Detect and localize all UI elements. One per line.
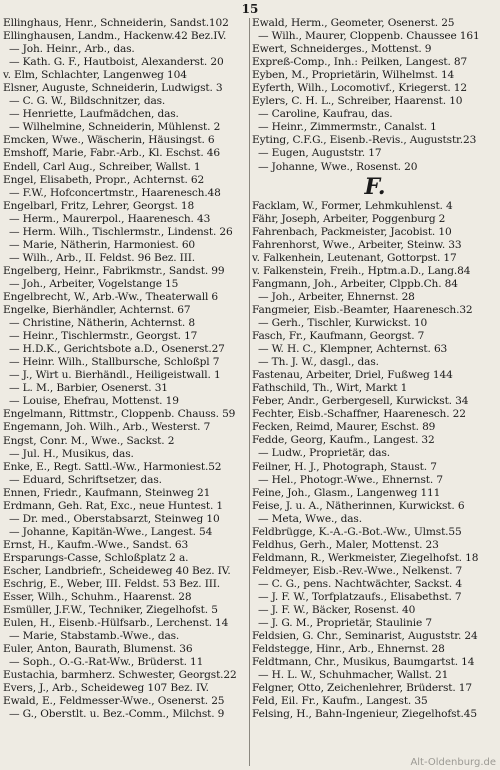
directory-entry: Eustachia, barmherz. Schwester, Georgst.22 (3, 669, 237, 682)
directory-entry: — Johanne, Wwe., Rosenst. 20 (258, 160, 418, 173)
directory-entry: Ernst, H., Kaufm.-Wwe., Sandst. 63 (3, 538, 189, 551)
directory-entry: — G., Oberstlt. u. Bez.-Comm., Milchst. 9 (9, 708, 225, 721)
directory-entry: Facklam, W., Former, Lehmkuhlenst. 4 (252, 199, 453, 212)
right-column-bottom (252, 200, 498, 722)
directory-entry: Ewald, E., Feldmesser-Wwe., Osenerst. 25 (3, 695, 225, 708)
directory-entry: v. Falkenstein, Freih., Hptm.a.D., Lang.84 (252, 264, 471, 277)
directory-entry: Engel, Elisabeth, Propr., Achternst. 62 (3, 173, 205, 186)
directory-entry: — Kath. G. F., Hautboist, Alexanderst. 20 (9, 56, 224, 69)
directory-entry: Endell, Carl Aug., Schreiber, Wallst. 1 (3, 160, 201, 173)
directory-entry: Esmüller, J.F.W., Techniker, Ziegelhofst. 5 (3, 604, 218, 617)
directory-entry: — H.D.K., Gerichtsbote a.D., Osenerst.27 (9, 343, 225, 356)
directory-entry: Esser, Wilh., Schuhm., Haarenst. 28 (3, 591, 192, 604)
directory-entry: — W. H. C., Klempner, Achternst. 63 (258, 343, 448, 356)
directory-entry: Fastenau, Arbeiter, Driel, Fußweg 144 (252, 369, 453, 382)
directory-entry: Elsner, Auguste, Schneiderin, Ludwigst. 3 (3, 82, 223, 95)
directory-entry: Fahrenbach, Packmeister, Jacobist. 10 (252, 225, 452, 238)
section-letter-f: F. (364, 173, 386, 200)
directory-entry: Ewert, Schneiderges., Mottenst. 9 (252, 43, 432, 56)
directory-entry: — Eugen, Auguststr. 17 (258, 147, 382, 160)
directory-entry: Engst, Conr. M., Wwe., Sackst. 2 (3, 434, 175, 447)
directory-entry: — J. F. W., Torfplatzaufs., Elisabethst. 7 (258, 590, 462, 603)
directory-entry: — Dr. med., Oberstabsarzt, Steinweg 10 (9, 512, 220, 525)
directory-entry: v. Elm, Schlachter, Langenweg 104 (3, 69, 187, 82)
page-number: 15 (241, 2, 259, 16)
directory-entry: Eylers, C. H. L., Schreiber, Haarenst. 10 (252, 95, 463, 108)
directory-entry: Feldsien, G. Chr., Seminarist, Auguststr. 24 (252, 630, 478, 643)
directory-entry: — H. L. W., Schuhmacher, Wallst. 21 (258, 669, 449, 682)
directory-entry: Feise, J. u. A., Nätherinnen, Kurwickst. 6 (252, 499, 465, 512)
directory-entry: Feldmeyer, Eisb.-Rev.-Wwe., Nelkenst. 7 (252, 564, 463, 577)
directory-entry: — Wilhelmine, Schneiderin, Mühlenst. 2 (9, 121, 221, 134)
directory-entry: Feilner, H. J., Photograph, Staust. 7 (252, 460, 437, 473)
directory-entry: Feldtmann, Chr., Musikus, Baumgartst. 14 (252, 656, 475, 669)
directory-entry: Euler, Anton, Baurath, Blumenst. 36 (3, 643, 193, 656)
directory-entry: Fahrenhorst, Wwe., Arbeiter, Steinw. 33 (252, 238, 462, 251)
directory-entry: Feldstegge, Hinr., Arb., Ehnernst. 28 (252, 643, 445, 656)
directory-entry: Eyben, M., Proprietärin, Wilhelmst. 14 (252, 69, 455, 82)
directory-entry: Engemann, Joh. Wilh., Arb., Westerst. 7 (3, 421, 211, 434)
directory-entry: Ewald, Herm., Geometer, Osenerst. 25 (252, 17, 455, 29)
directory-entry: — Louise, Ehefrau, Mottenst. 19 (9, 395, 179, 408)
directory-entry: Fangmeier, Eisb.-Beamter, Haarenesch.32 (252, 303, 473, 316)
directory-entry: — Herm., Maurerpol., Haarenesch. 43 (9, 212, 211, 225)
directory-entry: — Meta, Wwe., das. (258, 512, 362, 525)
directory-entry: — Henriette, Laufmädchen, das. (9, 108, 179, 121)
directory-entry: Engelke, Bierhändler, Achternst. 67 (3, 304, 191, 317)
directory-entry: — F.W., Hofconcertmstr., Haarenesch.48 (9, 186, 221, 199)
directory-entry: Felgner, Otto, Zeichenlehrer, Brüderst. 17 (252, 682, 472, 695)
directory-entry: Feldhus, Gerh., Maler, Mottenst. 23 (252, 538, 439, 551)
directory-entry: — Joh., Arbeiter, Ehnernst. 28 (258, 290, 415, 303)
directory-entry: Erdmann, Geh. Rat, Exc., neue Huntest. 1 (3, 499, 224, 512)
directory-entry: Fähr, Joseph, Arbeiter, Poggenburg 2 (252, 212, 446, 225)
directory-entry: Feine, Joh., Glasm., Langenweg 111 (252, 486, 441, 499)
directory-entry: Ellinghaus, Henr., Schneiderin, Sandst.102 (3, 17, 229, 29)
directory-entry: — Marie, Stabstamb.-Wwe., das. (9, 630, 180, 643)
directory-entry: Ersparungs-Casse, Schloßplatz 2 a. (3, 551, 189, 564)
directory-entry: — Johanne, Kapitän-Wwe., Langest. 54 (9, 525, 213, 538)
directory-entry: Engelbarl, Fritz, Lehrer, Georgst. 18 (3, 199, 195, 212)
directory-entry: Feldmann, R., Werkmeister, Ziegelhofst. 18 (252, 551, 479, 564)
directory-entry: — Jul. H., Musikus, das. (9, 447, 134, 460)
directory-entry: Fangmann, Joh., Arbeiter, Clppb.Ch. 84 (252, 277, 458, 290)
directory-entry: Fathschild, Th., Wirt, Markt 1 (252, 382, 408, 395)
directory-entry: — Wilh., Maurer, Cloppenb. Chaussee 161 (258, 30, 480, 43)
directory-entry: — Ludw., Proprietär, das. (258, 447, 390, 460)
directory-entry: — Eduard, Schriftsetzer, das. (9, 473, 162, 486)
directory-entry: Felsing, H., Bahn-Ingenieur, Ziegelhofst.45 (252, 708, 477, 721)
directory-entry: Ellinghausen, Landm., Hackenw.42 Bez.IV. (3, 30, 227, 43)
directory-entry: — Herm. Wilh., Tischlermstr., Lindenst. 26 (9, 225, 233, 238)
directory-entry: Eyting, C.F.G., Eisenb.-Revis., Auguststr.23 (252, 134, 477, 147)
directory-entry: — Marie, Nätherin, Harmoniest. 60 (9, 238, 196, 251)
right-column-top (252, 17, 498, 174)
directory-entry: — Hel., Photogr.-Wwe., Ehnernst. 7 (258, 473, 443, 486)
directory-entry: Engelmann, Rittmstr., Cloppenb. Chauss. 59 (3, 408, 236, 421)
directory-entry: Engelbrecht, W., Arb.-Ww., Theaterwall 6 (3, 290, 218, 303)
directory-entry: — C. G., pens. Nachtwächter, Sackst. 4 (258, 577, 462, 590)
directory-entry: — Wilh., Arb., II. Feldst. 96 Bez. III. (9, 251, 195, 264)
directory-entry: — Christine, Nätherin, Achternst. 8 (9, 317, 195, 330)
directory-entry: Feber, Andr., Gerbergesell, Kurwickst. 34 (252, 395, 469, 408)
directory-entry: Escher, Landbriefr., Scheideweg 40 Bez. IV. (3, 564, 231, 577)
watermark: Alt-Oldenburg.de (410, 757, 496, 768)
directory-entry: — Heinr., Tischlermstr., Georgst. 17 (9, 330, 198, 343)
directory-entry: — Caroline, Kaufrau, das. (258, 108, 393, 121)
directory-entry: — Th. J. W., dasgl., das. (258, 356, 379, 369)
directory-entry: Engelberg, Heinr., Fabrikmstr., Sandst. 99 (3, 264, 225, 277)
directory-entry: Fasch, Fr., Kaufmann, Georgst. 7 (252, 330, 425, 343)
left-column (3, 17, 249, 722)
directory-entry: Ennen, Friedr., Kaufmann, Steinweg 21 (3, 486, 211, 499)
right-column (252, 17, 498, 721)
directory-entry: Evers, J., Arb., Scheideweg 107 Bez. IV. (3, 682, 209, 695)
directory-entry: Eulen, H., Eisenb.-Hülfsarb., Lerchenst. 14 (3, 617, 229, 630)
directory-entry: Emcken, Wwe., Wäscherin, Häusingst. 6 (3, 134, 215, 147)
directory-entry: Fedde, Georg, Kaufm., Langest. 32 (252, 434, 435, 447)
directory-entry: — L. M., Barbier, Osenerst. 31 (9, 382, 168, 395)
directory-entry: Eyferth, Wilh., Locomotivf., Kriegerst. 12 (252, 82, 467, 95)
directory-entry: Emshoff, Marie, Fabr.-Arb., Kl. Eschst. 46 (3, 147, 220, 160)
directory-entry: — Heinr. Wilh., Stallbursche, Schloßpl 7 (9, 356, 220, 369)
directory-entry: Feldbrügge, K.-A.-G.-Bot.-Ww., Ulmst.55 (252, 525, 462, 538)
directory-entry: Fecken, Reimd, Maurer, Eschst. 89 (252, 421, 436, 434)
directory-entry: — Soph., O.-G.-Rat-Ww., Brüderst. 11 (9, 656, 204, 669)
directory-entry: — Heinr., Zimmermstr., Canalst. 1 (258, 121, 437, 134)
directory-entry: Expreß-Comp., Inh.: Peilken, Langest. 87 (252, 56, 468, 69)
directory-entry: Feld, Eil. Fr., Kaufm., Langest. 35 (252, 695, 428, 708)
directory-entry: — Joh., Arbeiter, Vogelstange 15 (9, 277, 179, 290)
directory-entry: Enke, E., Regt. Sattl.-Ww., Harmoniest.52 (3, 460, 222, 473)
directory-entry: — J. G. M., Proprietär, Staulinie 7 (258, 617, 432, 630)
directory-entry: — Gerh., Tischler, Kurwickst. 10 (258, 316, 428, 329)
directory-entry: — J. F. W., Bäcker, Rosenst. 40 (258, 604, 416, 617)
directory-entry: Eschrig, E., Weber, III. Feldst. 53 Bez. III. (3, 578, 221, 591)
column-divider (249, 18, 250, 766)
directory-entry: — J., Wirt u. Bierhändl., Heiligeistwall. 1 (9, 369, 221, 382)
directory-entry: — Joh. Heinr., Arb., das. (9, 43, 135, 56)
directory-entry: v. Falkenhein, Leutenant, Gottorpst. 17 (252, 251, 457, 264)
directory-entry: — C. G. W., Bildschnitzer, das. (9, 95, 166, 108)
directory-entry: Fechter, Eisb.-Schaffner, Haarenesch. 22 (252, 408, 466, 421)
